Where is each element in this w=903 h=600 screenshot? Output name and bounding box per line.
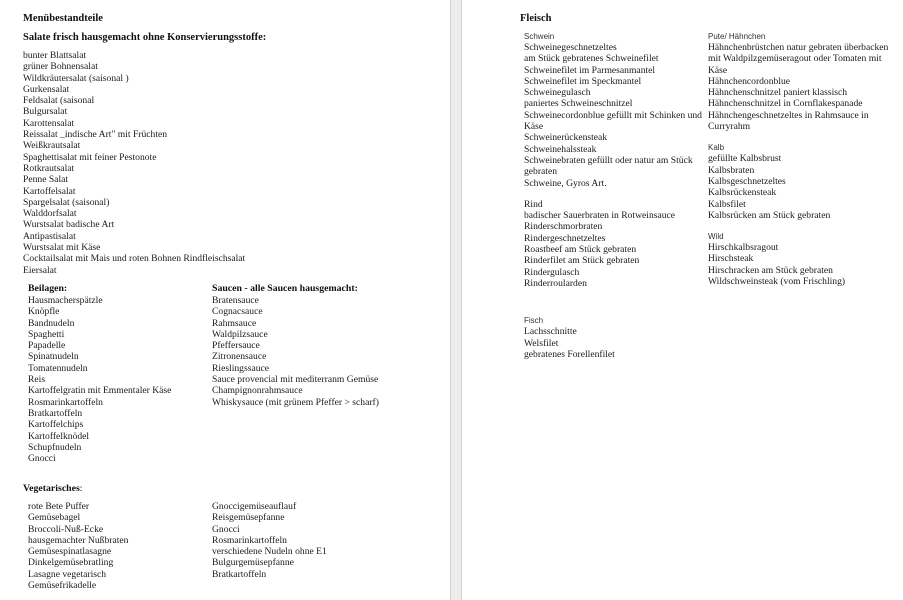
list-item: Hirschracken am Stück gebraten bbox=[708, 264, 833, 276]
list-item: Tomatennudeln bbox=[28, 362, 88, 374]
veal-group bbox=[708, 142, 898, 221]
game-list bbox=[708, 242, 898, 287]
list-item: Kartoffelknödel bbox=[28, 430, 90, 442]
list-item: Hähnchenschnitzel in Cornflakespanade bbox=[708, 98, 863, 110]
list-item: Schweinerückensteak bbox=[524, 132, 608, 144]
sauces-list bbox=[212, 295, 379, 408]
list-item: Schweinecordonblue gefüllt mit Schinken und Käse bbox=[524, 109, 702, 133]
list-item: Kartoffelchips bbox=[28, 419, 84, 431]
list-item: Lasagne vegetarisch bbox=[28, 568, 107, 580]
veal-heading: Kalb bbox=[708, 143, 725, 153]
list-item: Rahmsauce bbox=[212, 317, 257, 329]
pork-list bbox=[524, 42, 704, 189]
list-item: Kartoffelsalat bbox=[23, 185, 76, 197]
list-item: Rinderschmorbraten bbox=[524, 221, 603, 233]
list-item: Schupfnudeln bbox=[28, 441, 82, 453]
list-item: Kalbsbraten bbox=[708, 164, 755, 176]
list-item: Schweinefilet im Speckmantel bbox=[524, 75, 642, 87]
list-item: Wildkräutersalat (saisonal ) bbox=[23, 72, 129, 84]
list-item: Kalbsrückensteak bbox=[708, 187, 777, 199]
list-item: Dinkelgemüsebratling bbox=[28, 557, 114, 569]
list-item: Roastbeef am Stück gebraten bbox=[524, 244, 637, 256]
vegetarian-heading-colon: : bbox=[79, 483, 83, 494]
list-item: Gnocci bbox=[212, 523, 240, 535]
beef-group bbox=[524, 199, 704, 289]
meat-column-right bbox=[708, 31, 898, 297]
list-item: Schweinebraten gefüllt oder natur am Stück gebraten bbox=[524, 154, 693, 178]
list-item: Welsfilet bbox=[524, 337, 559, 349]
poultry-heading: Pute/ Hähnchen bbox=[708, 32, 766, 41]
list-item: Reissalat _indische Art" mit Früchten bbox=[23, 129, 168, 141]
beef-heading: Rind bbox=[524, 198, 543, 210]
salads-list bbox=[23, 50, 245, 276]
poultry-list bbox=[708, 42, 898, 132]
game-heading: Wild bbox=[708, 232, 724, 242]
list-item: Hirschkalbsragout bbox=[708, 242, 779, 254]
list-item: Kalbsgeschnetzeltes bbox=[708, 175, 786, 187]
list-item: Kartoffelgratin mit Emmentaler Käse bbox=[28, 385, 172, 397]
vegetarian-list-col1 bbox=[28, 501, 128, 591]
list-item: Rindergulasch bbox=[524, 266, 580, 278]
list-item: Bratensauce bbox=[212, 295, 259, 306]
list-item: Feldsalat (saisonal bbox=[23, 95, 95, 107]
salads-heading: Salate frisch hausgemacht ohne Konservierungsstoffe: bbox=[23, 32, 267, 43]
list-item: Gemüsefrikadelle bbox=[28, 580, 97, 592]
list-item: Gnocci bbox=[28, 453, 56, 465]
veal-list bbox=[708, 153, 898, 221]
list-item: Rosmarinkartoffeln bbox=[28, 396, 103, 408]
list-item: Spargelsalat (saisonal) bbox=[23, 196, 110, 208]
list-item: Rinderroularden bbox=[524, 277, 587, 289]
list-item: Hausmacherspätzle bbox=[28, 295, 103, 306]
vegetarian-list-col2 bbox=[212, 501, 327, 580]
list-item: Wurstsalat badische Art bbox=[23, 219, 115, 231]
list-item: Lachsschnitte bbox=[524, 326, 577, 338]
list-item: Broccoli-Nuß-Ecke bbox=[28, 523, 104, 535]
list-item: Wurstsalat mit Käse bbox=[23, 242, 101, 254]
sides-heading: Beilagen: bbox=[28, 283, 68, 294]
list-item: Kalbsfilet bbox=[708, 198, 746, 210]
list-item: Schweine, Gyros Art. bbox=[524, 177, 607, 189]
sides-list bbox=[28, 295, 171, 464]
list-item: Hähnchencordonblue bbox=[708, 75, 791, 87]
fish-list bbox=[524, 326, 704, 360]
fish-heading: Fisch bbox=[524, 316, 544, 326]
page-divider bbox=[450, 0, 462, 600]
list-item: Champignonrahmsauce bbox=[212, 385, 303, 397]
list-item: Schweinegulasch bbox=[524, 87, 591, 99]
list-item: Wildschweinsteak (vom Frischling) bbox=[708, 276, 846, 288]
list-item: Karottensalat bbox=[23, 117, 75, 129]
list-item: Eiersalat bbox=[23, 264, 57, 276]
list-item: Reisgemüsepfanne bbox=[212, 512, 285, 524]
list-item: am Stück gebratenes Schweinefilet bbox=[524, 53, 659, 65]
list-item: Hähnchengeschnetzeltes in Rahmsauce in Curryrahm bbox=[708, 109, 869, 133]
list-item: Hirschsteak bbox=[708, 253, 754, 265]
list-item: Whiskysauce (mit grünem Pfeffer > scharf) bbox=[212, 396, 379, 408]
list-item: Gemüsebagel bbox=[28, 512, 81, 524]
pork-heading: Schwein bbox=[524, 32, 555, 41]
list-item: paniertes Schweineschnitzel bbox=[524, 98, 633, 110]
list-item: Bulgursalat bbox=[23, 106, 68, 118]
list-item: Rindergeschnetzeltes bbox=[524, 232, 606, 244]
list-item: hausgemachter Nußbraten bbox=[28, 534, 129, 546]
list-item: Schweinegeschnetzeltes bbox=[524, 42, 617, 53]
list-item: Spaghettisalat mit feiner Pestonote bbox=[23, 151, 157, 163]
list-item: Rinderfilet am Stück gebraten bbox=[524, 255, 640, 267]
game-group bbox=[708, 231, 898, 287]
list-item: Weißkrautsalat bbox=[23, 140, 81, 152]
list-item: rote Bete Puffer bbox=[28, 501, 90, 512]
list-item: gefüllte Kalbsbrust bbox=[708, 153, 782, 165]
list-item: Hähnchenbrüstchen natur gebraten überbacken mit Waldpilzgemüseragout oder Tomaten mit Käse bbox=[708, 42, 889, 76]
list-item: Papadelle bbox=[28, 340, 66, 352]
list-item: Knöpfle bbox=[28, 306, 60, 318]
list-item: Hähnchenschnitzel paniert klassisch bbox=[708, 87, 848, 99]
vegetarian-heading-text: Vegetarisches bbox=[23, 483, 80, 494]
beef-list bbox=[524, 210, 704, 289]
list-item: Rotkrautsalat bbox=[23, 162, 75, 174]
list-item: Spinatnudeln bbox=[28, 351, 79, 363]
list-item: Gnoccigemüseauflauf bbox=[212, 501, 297, 512]
page-title: Menübestandteile bbox=[23, 13, 103, 24]
list-item: Cocktailsalat mit Mais und roten Bohnen Rindfleischsalat bbox=[23, 253, 246, 265]
document-page-right bbox=[462, 0, 903, 600]
list-item: Bratkartoffeln bbox=[212, 568, 267, 580]
list-item: Kalbsrücken am Stück gebraten bbox=[708, 209, 831, 221]
list-item: Gemüsespinatlasagne bbox=[28, 546, 112, 558]
list-item: grüner Bohnensalat bbox=[23, 61, 98, 73]
list-item: Waldpilzsauce bbox=[212, 328, 268, 340]
list-item: Rieslingssauce bbox=[212, 362, 270, 374]
list-item: Zitronensauce bbox=[212, 351, 267, 363]
list-item: Schweinehalssteak bbox=[524, 143, 597, 155]
list-item: bunter Blattsalat bbox=[23, 50, 87, 61]
list-item: Walddorfsalat bbox=[23, 208, 77, 220]
list-item: Gurkensalat bbox=[23, 83, 70, 95]
list-item: Penne Salat bbox=[23, 174, 69, 186]
meat-title: Fleisch bbox=[520, 13, 552, 24]
list-item: Cognacsauce bbox=[212, 306, 263, 318]
list-item: Schweinefilet im Parmesanmantel bbox=[524, 64, 656, 76]
list-item: Reis bbox=[28, 374, 46, 386]
list-item: Bandnudeln bbox=[28, 317, 75, 329]
list-item: Bratkartoffeln bbox=[28, 407, 83, 419]
list-item: Bulgurgemüsepfanne bbox=[212, 557, 294, 569]
vegetarian-heading bbox=[23, 483, 83, 494]
poultry-group bbox=[708, 31, 898, 132]
list-item: verschiedene Nudeln ohne E1 bbox=[212, 546, 327, 558]
document-page-left bbox=[0, 0, 450, 600]
pork-group bbox=[524, 31, 704, 189]
list-item: Pfeffersauce bbox=[212, 340, 260, 352]
fish-group bbox=[524, 315, 704, 360]
meat-column-left bbox=[524, 31, 704, 370]
sauces-heading: Saucen - alle Saucen hausgemacht: bbox=[212, 283, 358, 294]
list-item: Spaghetti bbox=[28, 328, 65, 340]
list-item: Sauce provencial mit mediterranm Gemüse bbox=[212, 374, 379, 386]
list-item: Rosmarinkartoffeln bbox=[212, 534, 287, 546]
list-item: gebratenes Forellenfilet bbox=[524, 348, 615, 360]
list-item: badischer Sauerbraten in Rotweinsauce bbox=[524, 210, 676, 222]
list-item: Antipastisalat bbox=[23, 230, 76, 242]
